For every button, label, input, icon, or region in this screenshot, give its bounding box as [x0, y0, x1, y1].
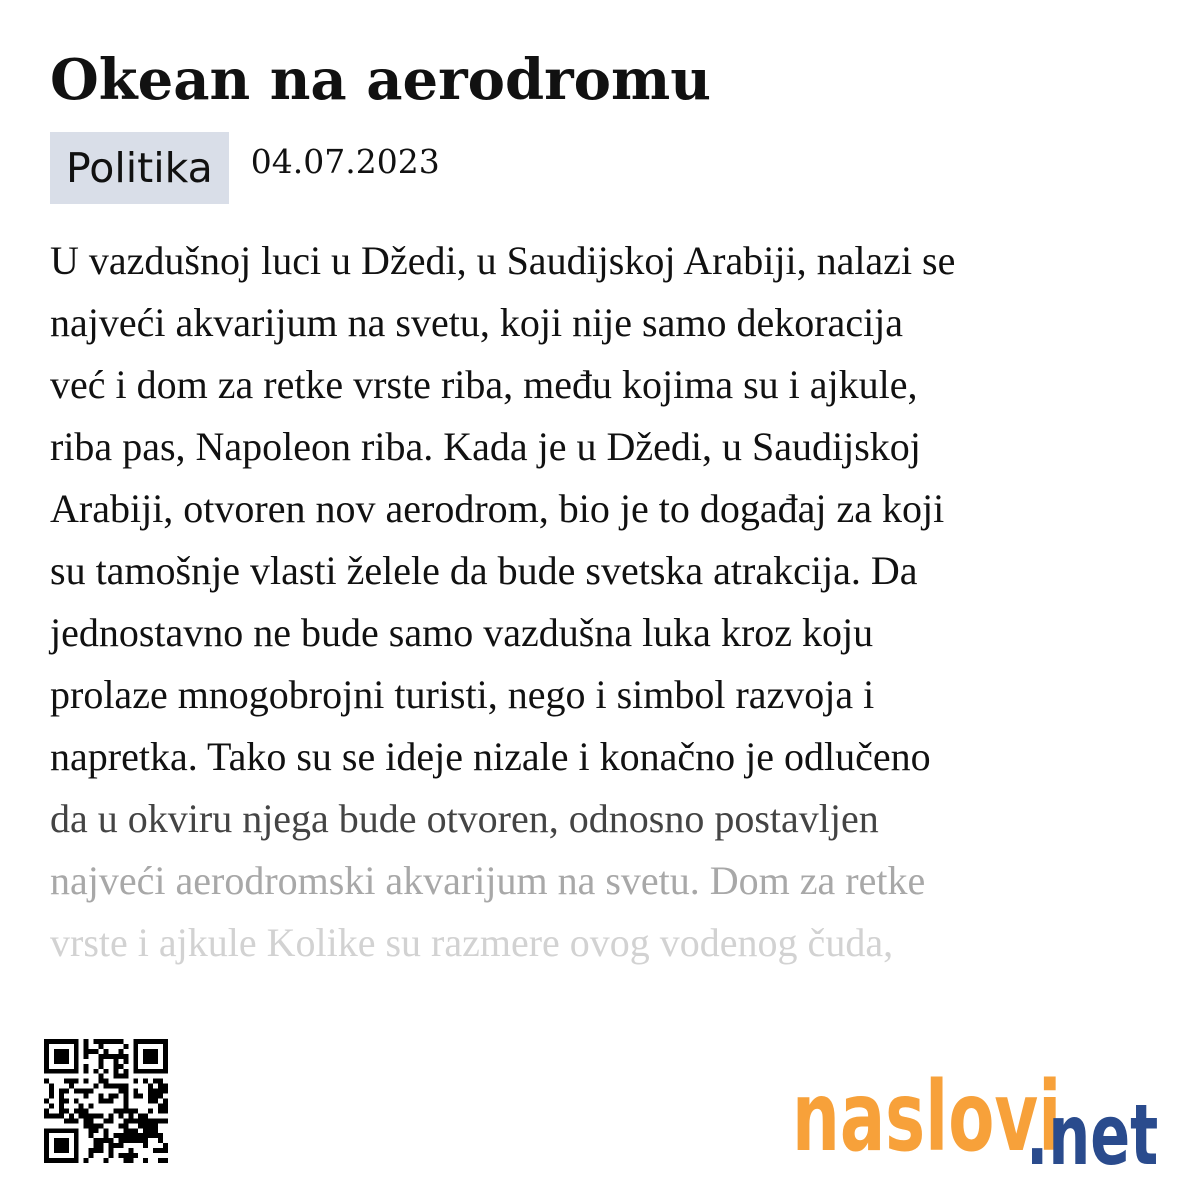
article-title: Okean na aerodromu [50, 47, 711, 113]
body-line: jednostavno ne bude samo vazdušna luka kroz koju [50, 610, 874, 655]
body-line: najveći aerodromski akvarijum na svetu. Dom za retke [50, 858, 926, 903]
logo-text-net: .net [1026, 1087, 1159, 1176]
qr-code-icon [44, 1036, 168, 1166]
body-line: Arabiji, otvoren nov aerodrom, bio je to događaj za koji [50, 486, 945, 531]
body-line: već i dom za retke vrste riba, među kojima su i ajkule, [50, 362, 918, 407]
publish-date: 04.07.2023 [250, 141, 440, 181]
body-line: vrste i ajkule Kolike su razmere ovog vodenog čuda, [50, 920, 894, 965]
body-line: da u okviru njega bude otvoren, odnosno postavljen [50, 796, 879, 841]
logo-text-naslovi: naslovi [792, 1060, 1062, 1174]
naslovi-net-logo[interactable] [792, 1056, 1168, 1176]
body-line: su tamošnje vlasti želele da bude svetska atrakcija. Da [50, 548, 918, 593]
article-meta [50, 132, 440, 204]
body-line: najveći akvarijum na svetu, koji nije samo dekoracija [50, 300, 904, 345]
body-line: U vazdušnoj luci u Džedi, u Saudijskoj Arabiji, nalazi se [50, 238, 956, 283]
article-body [50, 230, 1170, 974]
category-badge[interactable]: Politika [50, 132, 229, 204]
body-line: riba pas, Napoleon riba. Kada je u Džedi, u Saudijskoj [50, 424, 921, 469]
body-line: prolaze mnogobrojni turisti, nego i simbol razvoja i [50, 672, 875, 717]
body-line: napretka. Tako su se ideje nizale i konačno je odlučeno [50, 734, 931, 779]
